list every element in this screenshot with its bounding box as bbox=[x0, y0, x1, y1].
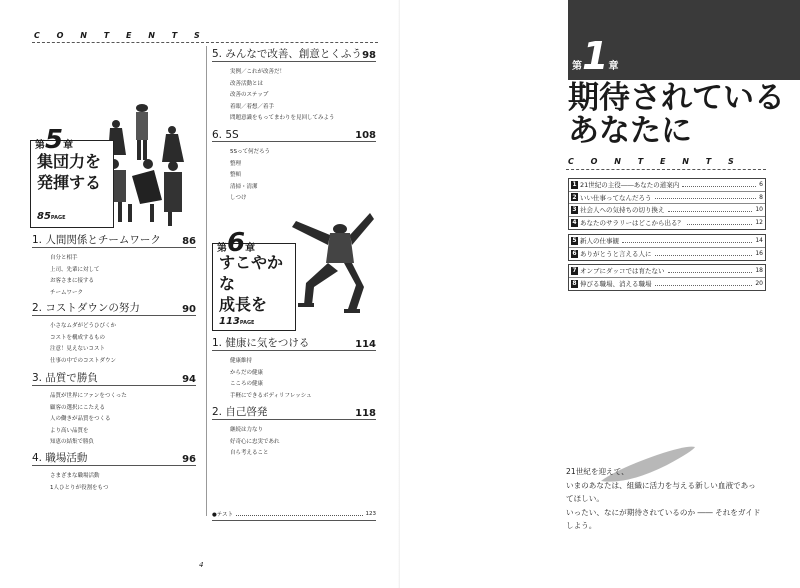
section-page: 98 bbox=[362, 50, 376, 61]
chapter6-title bbox=[219, 252, 295, 315]
chapter6-title-line1: すこやかな bbox=[219, 253, 284, 293]
toc-number-badge: 7 bbox=[572, 267, 577, 275]
subtopic-item: 着眼／着想／着手 bbox=[230, 103, 275, 110]
subtopic-item: 人の働きが品質をつくる bbox=[50, 416, 111, 423]
intro-line: しよう。 bbox=[566, 521, 597, 531]
toc-page: 6 bbox=[759, 181, 763, 189]
toc-title: 伸びる職場、消える職場 bbox=[580, 280, 652, 289]
subtopic-item: 品質が世界にファンをつくった bbox=[50, 393, 127, 399]
subtopic-item: より高い品質を bbox=[50, 427, 89, 434]
test-label: ●テスト bbox=[212, 512, 234, 518]
subtopic-item: さまざまな職場活動 bbox=[50, 473, 100, 479]
intro-line: てほしい。 bbox=[566, 494, 604, 504]
section-subtopics bbox=[50, 471, 109, 494]
chapter6-sho: 章 bbox=[245, 243, 256, 254]
chapter1-title-line1: 期待されている bbox=[568, 80, 785, 116]
chapter5-page bbox=[37, 211, 66, 222]
chapter1-intro-text bbox=[566, 465, 760, 533]
section-page: 96 bbox=[182, 454, 196, 465]
toc-leader bbox=[622, 239, 752, 243]
subtopic-item: お客さまに接する bbox=[50, 278, 95, 285]
chapter1-dai: 第 bbox=[572, 61, 582, 72]
toc-row bbox=[569, 248, 765, 261]
chapter1-contents-rule bbox=[566, 169, 766, 170]
section-page: 114 bbox=[355, 339, 376, 350]
toc-leader bbox=[687, 221, 752, 225]
section-subtopics bbox=[230, 67, 335, 125]
subtopic-item: しつけ bbox=[230, 195, 247, 202]
test-page: 123 bbox=[365, 511, 376, 517]
section-heading bbox=[212, 406, 376, 420]
section-heading bbox=[32, 372, 196, 386]
toc-row bbox=[569, 204, 765, 217]
intro-line: 21世紀を迎えて、 bbox=[566, 467, 629, 476]
subtopic-item: こころの健康 bbox=[230, 381, 264, 388]
subtopic-item: 注意！見えないコスト bbox=[50, 346, 106, 353]
section-subtopics bbox=[50, 253, 100, 299]
section-heading bbox=[212, 337, 376, 351]
subtopic-item: 小さなムダがどうひびくか bbox=[50, 323, 117, 329]
toc-leader bbox=[682, 183, 756, 187]
toc-row bbox=[569, 179, 765, 192]
toc-group bbox=[568, 178, 766, 230]
toc-number-badge: 4 bbox=[572, 219, 577, 227]
test-entry bbox=[212, 510, 376, 518]
subtopic-item: 問題意識をもってまわりを見回してみよう bbox=[230, 115, 335, 122]
section-title: 5. みんなで改善、創意とくふう bbox=[212, 48, 362, 60]
subtopic-item: 上司、先輩に対して bbox=[50, 266, 100, 273]
section-title: 4. 職場活動 bbox=[32, 452, 88, 464]
toc-leader bbox=[668, 269, 753, 273]
chapter5-dai: 第 bbox=[35, 140, 45, 151]
subtopic-item: 1人ひとりが役割をもつ bbox=[50, 484, 109, 491]
toc-title: いい仕事ってなんだろう bbox=[580, 193, 652, 202]
toc-number-badge: 3 bbox=[572, 206, 577, 214]
chapter6-number: 6 bbox=[227, 228, 246, 258]
contents-heading: C O N T E N T S bbox=[34, 31, 207, 40]
subtopic-item: 顧客の選択にこたえる bbox=[50, 404, 106, 411]
subtopic-item: 自分と相手 bbox=[50, 255, 78, 261]
toc-leader bbox=[668, 208, 753, 212]
toc-page: 14 bbox=[755, 237, 763, 245]
subtopic-item: 健康維持 bbox=[230, 358, 253, 364]
chapter1-title bbox=[568, 82, 785, 148]
toc-page: 10 bbox=[755, 206, 763, 214]
chapter5-box bbox=[30, 125, 114, 228]
section-title: 3. 品質で勝負 bbox=[32, 372, 98, 384]
column-divider bbox=[206, 46, 207, 516]
section-page: 86 bbox=[182, 236, 196, 247]
toc-leader bbox=[655, 195, 757, 199]
toc-page: 16 bbox=[755, 250, 763, 258]
chapter6-page-word: PAGE bbox=[239, 320, 255, 326]
toc-page: 8 bbox=[759, 193, 763, 201]
toc-title: ありがとうと言える人に bbox=[580, 250, 652, 259]
subtopic-item: 実例／これが改善だ！ bbox=[230, 69, 286, 75]
subtopic-item: 知恵の結集で勝負 bbox=[50, 439, 95, 446]
section-title: 1. 健康に気をつける bbox=[212, 337, 310, 349]
subtopic-item: 継続は力なり bbox=[230, 427, 264, 433]
toc-number-badge: 5 bbox=[572, 237, 577, 245]
subtopic-item: 整理 bbox=[230, 160, 242, 167]
chapter5-number: 5 bbox=[45, 125, 64, 155]
toc-leader bbox=[655, 282, 753, 286]
chapter1-title-line2: あなたに bbox=[568, 113, 692, 149]
toc-number-badge: 6 bbox=[572, 250, 577, 258]
toc-page: 20 bbox=[755, 280, 763, 288]
subtopic-item: 5Sって何だろう bbox=[230, 149, 270, 155]
subtopic-item: 仕事の中でのコストダウン bbox=[50, 357, 117, 364]
subtopic-item: 自ら考えること bbox=[230, 450, 269, 457]
section-page: 108 bbox=[355, 130, 376, 141]
toc-title: 新人の仕事観 bbox=[580, 237, 619, 246]
toc-row bbox=[569, 217, 765, 230]
chapter5-title bbox=[37, 151, 101, 193]
section-title: 2. 自己啓発 bbox=[212, 406, 268, 418]
subtopic-item: 改善活動とは bbox=[230, 80, 264, 87]
toc-number-badge: 2 bbox=[572, 193, 577, 201]
intro-line: いったい、なにが期待されているのか ―― それをガイド bbox=[566, 507, 761, 517]
section-heading bbox=[212, 48, 376, 62]
intro-line: いまのあなたは、組織に活力を与える新しい血液であっ bbox=[566, 480, 756, 490]
toc-page: 12 bbox=[755, 219, 763, 227]
toc-row bbox=[569, 235, 765, 248]
section-page: 118 bbox=[355, 408, 376, 419]
toc-group bbox=[568, 264, 766, 291]
toc-row bbox=[569, 265, 765, 278]
chapter5-title-line1: 集団力を bbox=[37, 152, 102, 171]
toc-row bbox=[569, 278, 765, 291]
section-heading bbox=[32, 234, 196, 248]
toc-title: 社会人への気持ちの切り換え bbox=[580, 206, 665, 215]
section-subtopics bbox=[230, 356, 312, 402]
test-rule bbox=[212, 520, 376, 521]
chapter1-number: 1 bbox=[582, 34, 609, 78]
subtopic-item: からだの健康 bbox=[230, 369, 264, 376]
section-heading bbox=[32, 302, 196, 316]
chapter5-page-word: PAGE bbox=[50, 215, 66, 221]
section-heading bbox=[212, 128, 376, 142]
subtopic-item: 手軽にできるボディリフレッシュ bbox=[230, 392, 312, 399]
toc-leader bbox=[655, 252, 753, 256]
section-page: 90 bbox=[182, 304, 196, 315]
toc-row bbox=[569, 192, 765, 205]
subtopic-item: 清掃・清潔 bbox=[230, 183, 258, 190]
test-leader bbox=[236, 512, 362, 516]
toc-page: 18 bbox=[755, 267, 763, 275]
toc-title: あなたのサラリーはどこから出る？ bbox=[580, 219, 684, 228]
subtopic-item: 整頓 bbox=[230, 172, 242, 179]
stretching-man-illustration bbox=[284, 205, 376, 320]
chapter1-label-area bbox=[568, 30, 628, 78]
chapter1-contents-heading: C O N T E N T S bbox=[568, 157, 741, 166]
toc-title: オンブにダッコでは育たない bbox=[580, 267, 665, 276]
chapter6-box bbox=[212, 228, 296, 331]
subtopic-item: コストを構成するもの bbox=[50, 334, 106, 341]
subtopic-item: チームワーク bbox=[50, 289, 84, 296]
chapter5-title-line2: 発揮する bbox=[37, 173, 102, 192]
chapter5-sho: 章 bbox=[63, 140, 74, 151]
toc-number-badge: 1 bbox=[572, 181, 577, 189]
chapter1-label bbox=[572, 34, 618, 78]
section-title: 1. 人間関係とチームワーク bbox=[32, 234, 161, 246]
section-subtopics bbox=[230, 425, 280, 460]
page-number: 4 bbox=[199, 561, 204, 569]
subtopic-item: 改善のステップ bbox=[230, 92, 269, 99]
chapter6-title-line2: 成長を bbox=[219, 295, 268, 314]
chapter5-page-number: 85 bbox=[37, 211, 51, 222]
section-subtopics bbox=[50, 321, 116, 367]
section-subtopics bbox=[230, 147, 270, 205]
right-page bbox=[400, 0, 800, 588]
toc-title: 21世紀の主役――あなたの道案内 bbox=[580, 181, 680, 190]
section-subtopics bbox=[50, 391, 127, 449]
section-title: 2. コストダウンの努力 bbox=[32, 302, 140, 314]
toc-group bbox=[568, 234, 766, 261]
chapter1-sho: 章 bbox=[608, 61, 619, 72]
chapter6-page-number: 113 bbox=[219, 316, 240, 327]
chapter6-page bbox=[219, 316, 254, 327]
section-heading bbox=[32, 452, 196, 466]
chapter6-dai: 第 bbox=[217, 243, 227, 254]
section-page: 94 bbox=[182, 374, 196, 385]
contents-rule bbox=[32, 42, 378, 43]
section-title: 6. 5S bbox=[212, 129, 239, 141]
subtopic-item: 好奇心に忠実であれ bbox=[230, 438, 280, 445]
toc-number-badge: 8 bbox=[572, 280, 577, 288]
